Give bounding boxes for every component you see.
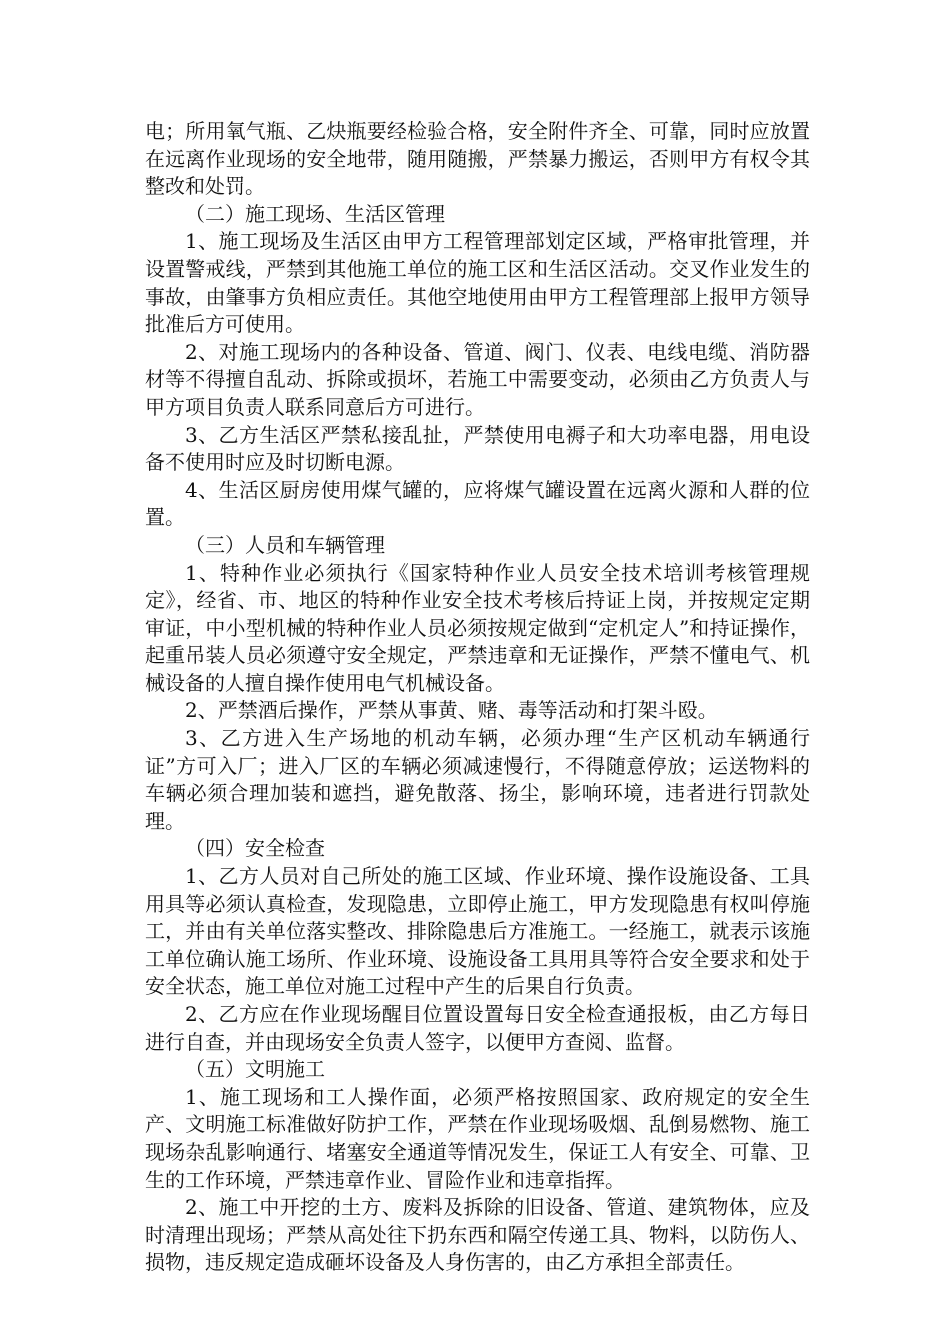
paragraph: 2、严禁酒后操作，严禁从事黄、赌、毒等活动和打架斗殴。 — [185, 698, 718, 723]
section-heading-personnel-vehicles: （三）人员和车辆管理 — [185, 532, 385, 557]
paragraph: 1、施工现场和工人操作面，必须严格按照国家、政府规定的安全生产、文明施工标准做好防护工作，严禁在作业现场吸烟、乱倒易燃物、施工现场杂乱影响通行、堵塞安全通道等情况发生，保证工人有安全、可靠、卫生的工作环境，严禁违章作业、冒险作业和违章指挥。 — [145, 1084, 810, 1192]
section-heading-site-living-area: （二）施工现场、生活区管理 — [185, 201, 445, 226]
paragraph: 4、生活区厨房使用煤气罐的，应将煤气罐设置在远离火源和人群的位置。 — [145, 477, 810, 530]
paragraph: 1、乙方人员对自己所处的施工区域、作业环境、操作设施设备、工具用具等必须认真检查，发现隐患，立即停止施工，甲方发现隐患有权叫停施工，并由有关单位落实整改、排除隐患后方准施工。一经施工，就表示该施工单位确认施工场所、作业环境、设施设备工具用具等符合安全要求和处于安全状态，施工单位对施工过程中产生的后果自行负责。 — [145, 864, 810, 999]
paragraph-continued: 电；所用氧气瓶、乙炔瓶要经检验合格，安全附件齐全、可靠，同时应放置在远离作业现场的安全地带，随用随搬，严禁暴力搬运，否则甲方有权令其整改和处罚。 — [145, 119, 810, 199]
paragraph: 2、对施工现场内的各种设备、管道、阀门、仪表、电线电缆、消防器材等不得擅自乱动、拆除或损坏，若施工中需要变动，必须由乙方负责人与甲方项目负责人联系同意后方可进行。 — [145, 339, 810, 419]
paragraph: 2、施工中开挖的土方、废料及拆除的旧设备、管道、建筑物体，应及时清理出现场；严禁从高处往下扔东西和隔空传递工具、物料，以防伤人、损物，违反规定造成砸坏设备及人身伤害的，由乙方承担全部责任。 — [145, 1195, 810, 1275]
document-page — [145, 118, 810, 1277]
section-heading-safety-inspection: （四）安全检查 — [185, 836, 325, 861]
section-heading-civilized-construction: （五）文明施工 — [185, 1057, 325, 1082]
paragraph: 3、乙方进入生产场地的机动车辆，必须办理“生产区机动车辆通行证”方可入厂；进入厂区的车辆必须减速慢行，不得随意停放；运送物料的车辆必须合理加装和遮挡，避免散落、扬尘，影响环境，违者进行罚款处理。 — [145, 726, 810, 833]
paragraph: 1、特种作业必须执行《国家特种作业人员安全技术培训考核管理规定》，经省、市、地区的特种作业安全技术考核后持证上岗，并按规定定期审证，中小型机械的特种作业人员必须按规定做到“定机定人”和持证操作，起重吊装人员必须遵守安全规定，严禁违章和无证操作，严禁不懂电气、机械设备的人擅自操作使用电气机械设备。 — [145, 560, 810, 695]
paragraph: 3、乙方生活区严禁私接乱扯，严禁使用电褥子和大功率电器，用电设备不使用时应及时切断电源。 — [145, 422, 810, 475]
paragraph: 1、施工现场及生活区由甲方工程管理部划定区域，严格审批管理，并设置警戒线，严禁到其他施工单位的施工区和生活区活动。交叉作业发生的事故，由肇事方负相应责任。其他空地使用由甲方工程管理部上报甲方领导批准后方可使用。 — [145, 229, 810, 337]
paragraph: 2、乙方应在作业现场醒目位置设置每日安全检查通报板，由乙方每日进行自查，并由现场安全负责人签字，以便甲方查阅、监督。 — [145, 1002, 810, 1054]
